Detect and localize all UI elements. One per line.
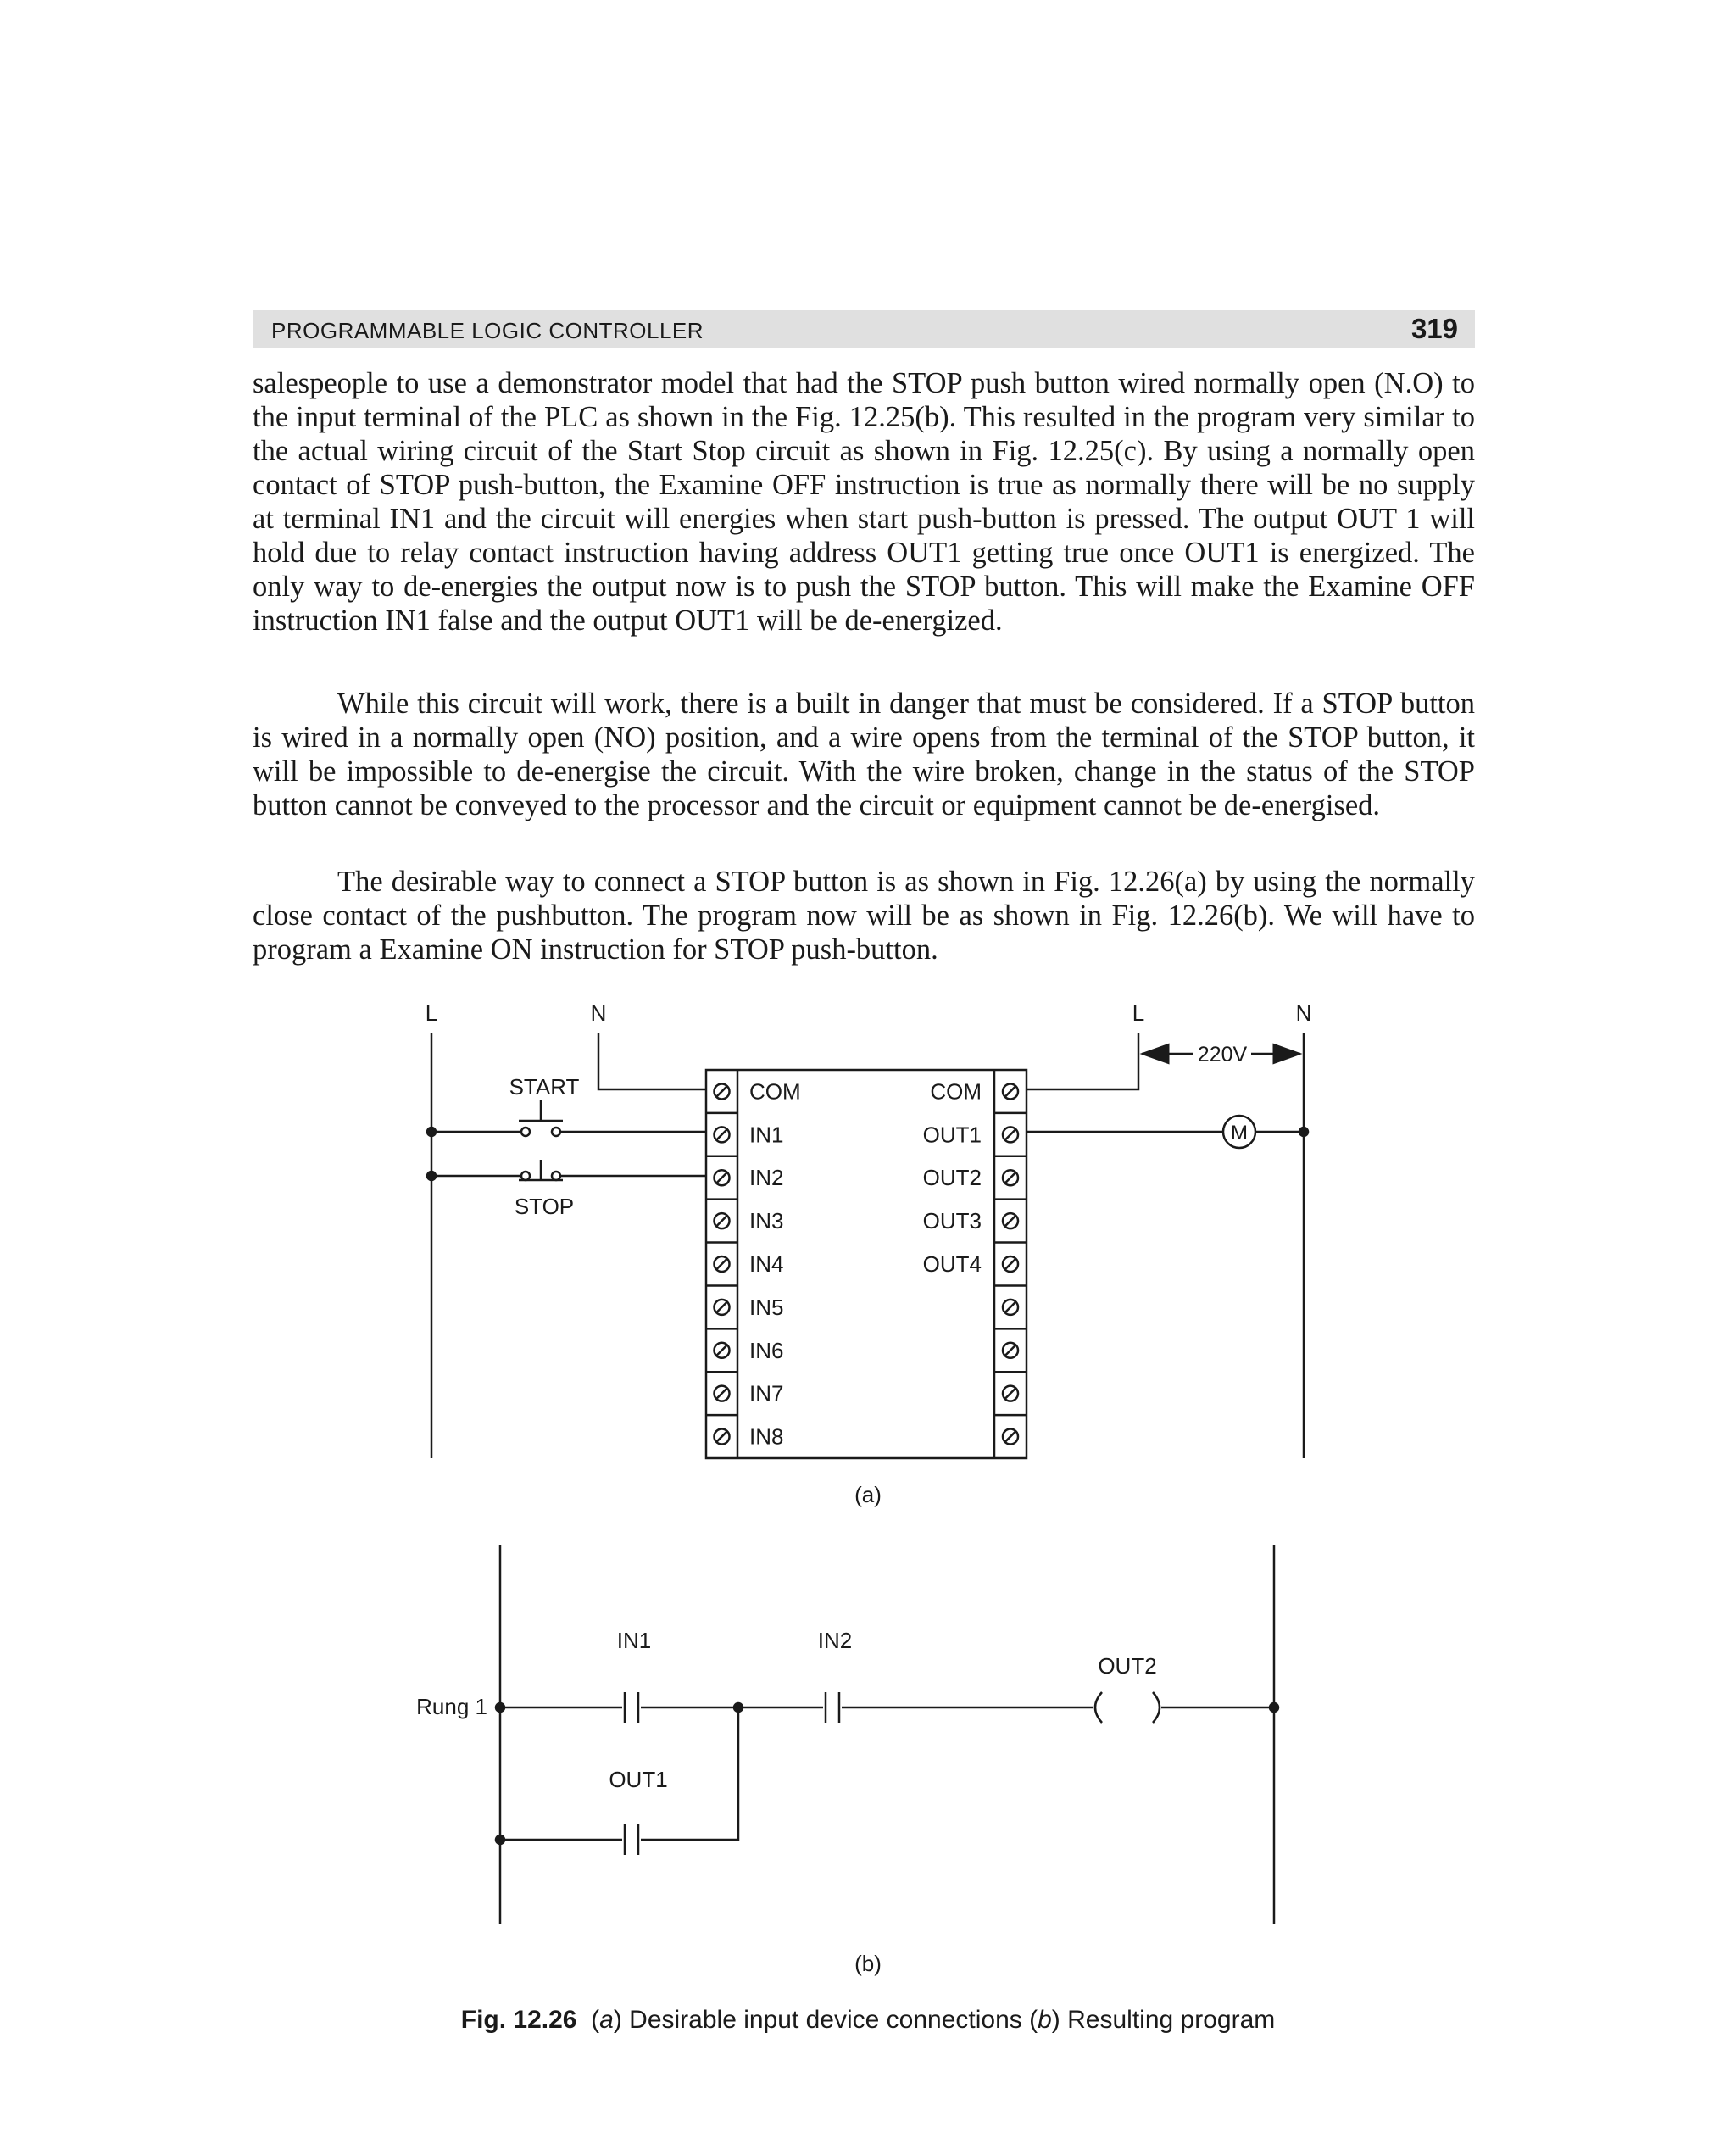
label-l-right: L xyxy=(1132,1000,1145,1026)
rung-label: Rung 1 xyxy=(416,1694,487,1719)
contact-in2-label: IN2 xyxy=(817,1628,853,1653)
coil-out2 xyxy=(1095,1692,1160,1723)
caption-b-marker: b xyxy=(1038,2006,1052,2034)
input-terminal-label: IN6 xyxy=(749,1337,784,1363)
input-terminal-label: COM xyxy=(749,1078,801,1105)
input-terminal-label: IN7 xyxy=(749,1380,784,1406)
ladder-diagram xyxy=(416,1545,1278,1976)
contact-out1-label: OUT1 xyxy=(609,1767,668,1792)
paragraph-3: The desirable way to connect a STOP button is as shown in Fig. 12.26(a) by using the normally close contact of the pushbutton. The program now will be as shown in Fig. 12.26(b). We will have to program a Examine ON instruction for STOP push-button. xyxy=(253,866,1475,966)
coil-out2-label: OUT2 xyxy=(1098,1653,1157,1679)
caption-a-marker: a xyxy=(599,2006,614,2034)
caption-fig-number: Fig. 12.26 xyxy=(460,2006,577,2034)
contact-out1 xyxy=(625,1824,638,1855)
figure-b-sublabel: (b) xyxy=(854,1951,882,1976)
input-terminal-label: IN3 xyxy=(749,1208,784,1234)
output-terminal-label: OUT1 xyxy=(922,1122,982,1148)
figure-a-sublabel: (a) xyxy=(854,1482,882,1507)
input-terminal-label: IN8 xyxy=(749,1423,784,1450)
label-l-left: L xyxy=(425,1000,438,1026)
start-pushbutton xyxy=(431,1100,706,1136)
wiring-diagram xyxy=(426,1000,1312,1507)
figure-caption: Fig. 12.26 (a) Desirable input device connections (b) Resulting program xyxy=(460,2006,1276,2034)
output-terminal-label: COM xyxy=(930,1078,982,1105)
caption-a-text: Desirable input device connections xyxy=(629,2006,1022,2034)
running-head-title: PROGRAMMABLE LOGIC CONTROLLER xyxy=(271,318,704,343)
label-n-left: N xyxy=(590,1000,607,1026)
motor-label: M xyxy=(1231,1122,1248,1144)
paragraph-2: While this circuit will work, there is a built in danger that must be considered. If a STOP button is wired in a normally open (NO) position, and a wire opens from the terminal of the STOP button, it will be impossible to de-energise the circuit. With the wire broken, change in the status of the STOP button cannot be conveyed to the processor and the circuit or equipment cannot be de-energised. xyxy=(253,688,1475,821)
caption-b-text: Resulting program xyxy=(1067,2006,1276,2034)
contact-in2 xyxy=(826,1692,839,1723)
output-terminal-label: OUT3 xyxy=(922,1208,982,1234)
output-terminal-label: OUT4 xyxy=(922,1251,982,1277)
voltage-label: 220V xyxy=(1197,1043,1248,1066)
input-terminal-label: IN4 xyxy=(749,1251,784,1277)
output-terminal-label: OUT2 xyxy=(922,1165,982,1191)
paragraph-1: salespeople to use a demonstrator model that had the STOP push button wired normally open (N.O) to the input terminal of the PLC as shown in the Fig. 12.25(b). This resulted in the program very similar to the actual wiring circuit of the Start Stop circuit as shown in Fig. 12.25(c). By using a normally open contact of STOP push-button, the Examine OFF instruction is true as normally there will be no supply at terminal IN1 and the circuit will energies when start push-button is pressed. The output OUT 1 will hold due to relay contact instruction having address OUT1 getting true once OUT1 is energized. The only way to de-energies the output now is to push the STOP button. This will make the Examine OFF instruction IN1 false and the output OUT1 will be de-energized. xyxy=(253,367,1475,637)
contact-in1-label: IN1 xyxy=(616,1628,652,1653)
stop-pushbutton xyxy=(431,1160,706,1180)
page-number: 319 xyxy=(1410,313,1458,344)
start-label: START xyxy=(509,1074,580,1100)
stop-label: STOP xyxy=(514,1194,575,1219)
input-terminal-label: IN2 xyxy=(749,1165,784,1191)
input-terminal-label: IN5 xyxy=(749,1294,784,1320)
contact-in1 xyxy=(625,1692,638,1723)
label-n-right: N xyxy=(1295,1000,1312,1026)
input-terminal-label: IN1 xyxy=(749,1122,784,1148)
